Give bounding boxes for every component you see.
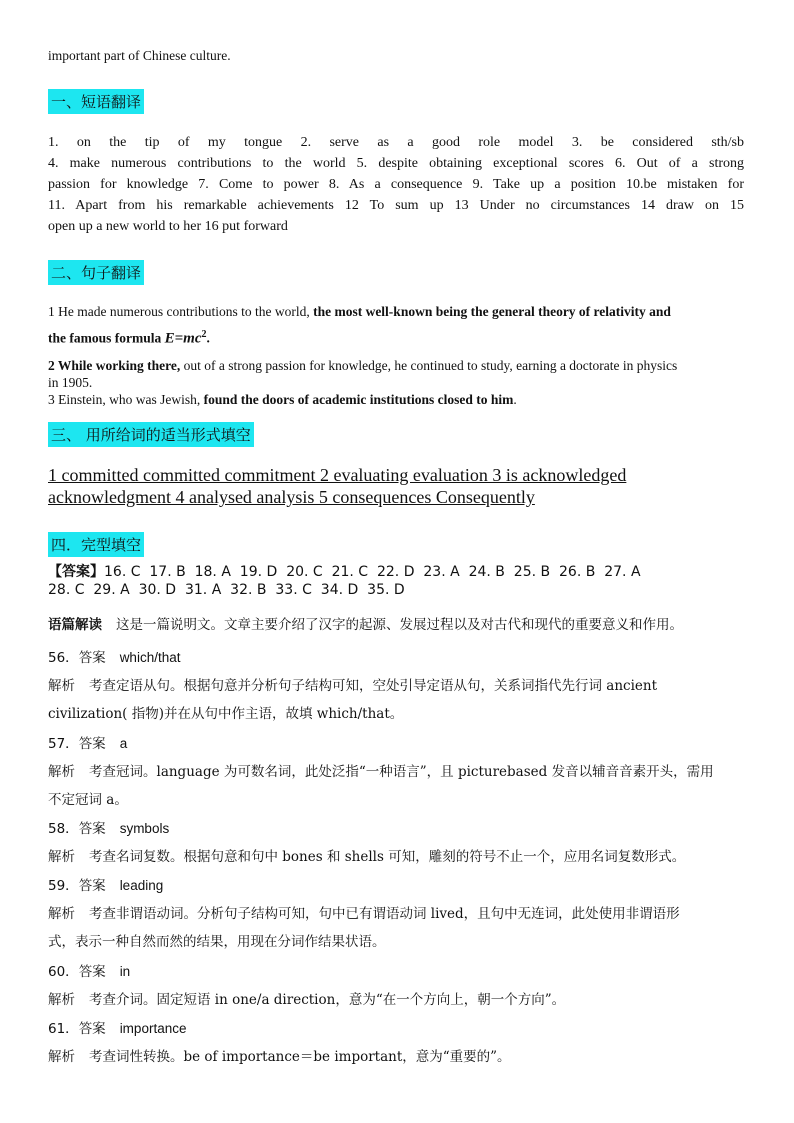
sentence-2-line-2: in 1905. — [48, 375, 93, 390]
section-title-cloze: 四．完型填空 — [48, 532, 144, 557]
answer-line: 58．答案 symbols — [48, 821, 170, 837]
phrase-line: passion for knowledge 7. Come to power 8. As a consequence 9. Take up a position 10.be mistaken for — [48, 177, 744, 192]
continuation-text: important part of Chinese culture. — [48, 48, 231, 63]
explanation-line: 解析 考查冠词。language 为可数名词，此处泛指“一种语言”，且 picturebased 发音以辅音音素开头，需用 — [48, 764, 714, 780]
section-title-phrase-translation: 一、短语翻译 — [48, 89, 144, 114]
sentence-2-line-1: 2 While working there, out of a strong passion for knowledge, he continued to study, earning a doctorate in physics — [48, 358, 678, 373]
explanation-line: 解析 考查介词。固定短语 in one/a direction，意为“在一个方向上，朝一个方向”。 — [48, 992, 566, 1008]
section-title-sentence-translation: 二、句子翻译 — [48, 260, 144, 285]
formula: E=mc — [164, 330, 202, 347]
passage-analysis: 语篇解读 这是一篇说明文。文章主要介绍了汉字的起源、发展过程以及对古代和现代的重要意义和作用。 — [48, 617, 683, 633]
fill-in-line: acknowledgment 4 analysed analysis 5 consequences Consequently — [48, 487, 535, 507]
answer-line: 57．答案 a — [48, 736, 128, 752]
answer-key-line-1: 【答案】16. C 17. B 18. A 19. D 20. C 21. C 22. D 23. A 24. B 25. B 26. B 27. A — [48, 564, 641, 580]
answer-key-line-2: 28. C 29. A 30. D 31. A 32. B 33. C 34. D 35. D — [48, 582, 405, 598]
answer-line: 61．答案 importance — [48, 1021, 187, 1037]
phrase-line: 4. make numerous contributions to the world 5. despite obtaining exceptional scores 6. Out of a strong — [48, 156, 744, 171]
phrase-line: 1. on the tip of my tongue 2. serve as a good role model 3. be considered sth/sb — [48, 135, 744, 150]
phrase-answers — [48, 132, 744, 237]
fill-in-line: 1 committed committed commitment 2 evaluating evaluation 3 is acknowledged — [48, 465, 627, 485]
sentence-1-line-2: the famous formula $E=mc^2$. — [48, 329, 210, 347]
explanation-line: 解析 考查非谓语动词。分析句子结构可知，句中已有谓语动词 lived，且句中无连词，此处使用非谓语形 — [48, 906, 680, 922]
phrase-line: 11. Apart from his remarkable achievements 12 To sum up 13 Under no circumstances 14 draw on 15 — [48, 198, 744, 213]
phrase-line: open up a new world to her 16 put forward — [48, 219, 288, 234]
answer-line: 59．答案 leading — [48, 878, 164, 894]
explanation-line: 解析 考查词性转换。be of importance＝be important，意为“重要的”。 — [48, 1049, 511, 1065]
answer-line: 60．答案 in — [48, 964, 131, 980]
explanation-line: 解析 考查名词复数。根据句意和句中 bones 和 shells 可知，雕刻的符号不止一个，应用名词复数形式。 — [48, 849, 686, 865]
explanation-line: 式，表示一种自然而然的结果，用现在分词作结果状语。 — [48, 934, 386, 950]
explanation-line: 解析 考查定语从句。根据句意并分析句子结构可知，空处引导定语从句，关系词指代先行词 ancient — [48, 678, 658, 694]
sentence-3: 3 Einstein, who was Jewish, found the doors of academic institutions closed to him. — [48, 392, 517, 407]
explanation-line: civilization( 指物)并在从句中作主语，故填 which/that。 — [48, 706, 404, 722]
sentence-1-line-1: 1 He made numerous contributions to the world, the most well-known being the general theory of relativity and — [48, 304, 671, 319]
answer-line: 56．答案 which/that — [48, 650, 181, 666]
explanation-line: 不定冠词 a。 — [48, 792, 128, 808]
section-title-word-forms: 三、 用所给词的适当形式填空 — [48, 422, 254, 447]
